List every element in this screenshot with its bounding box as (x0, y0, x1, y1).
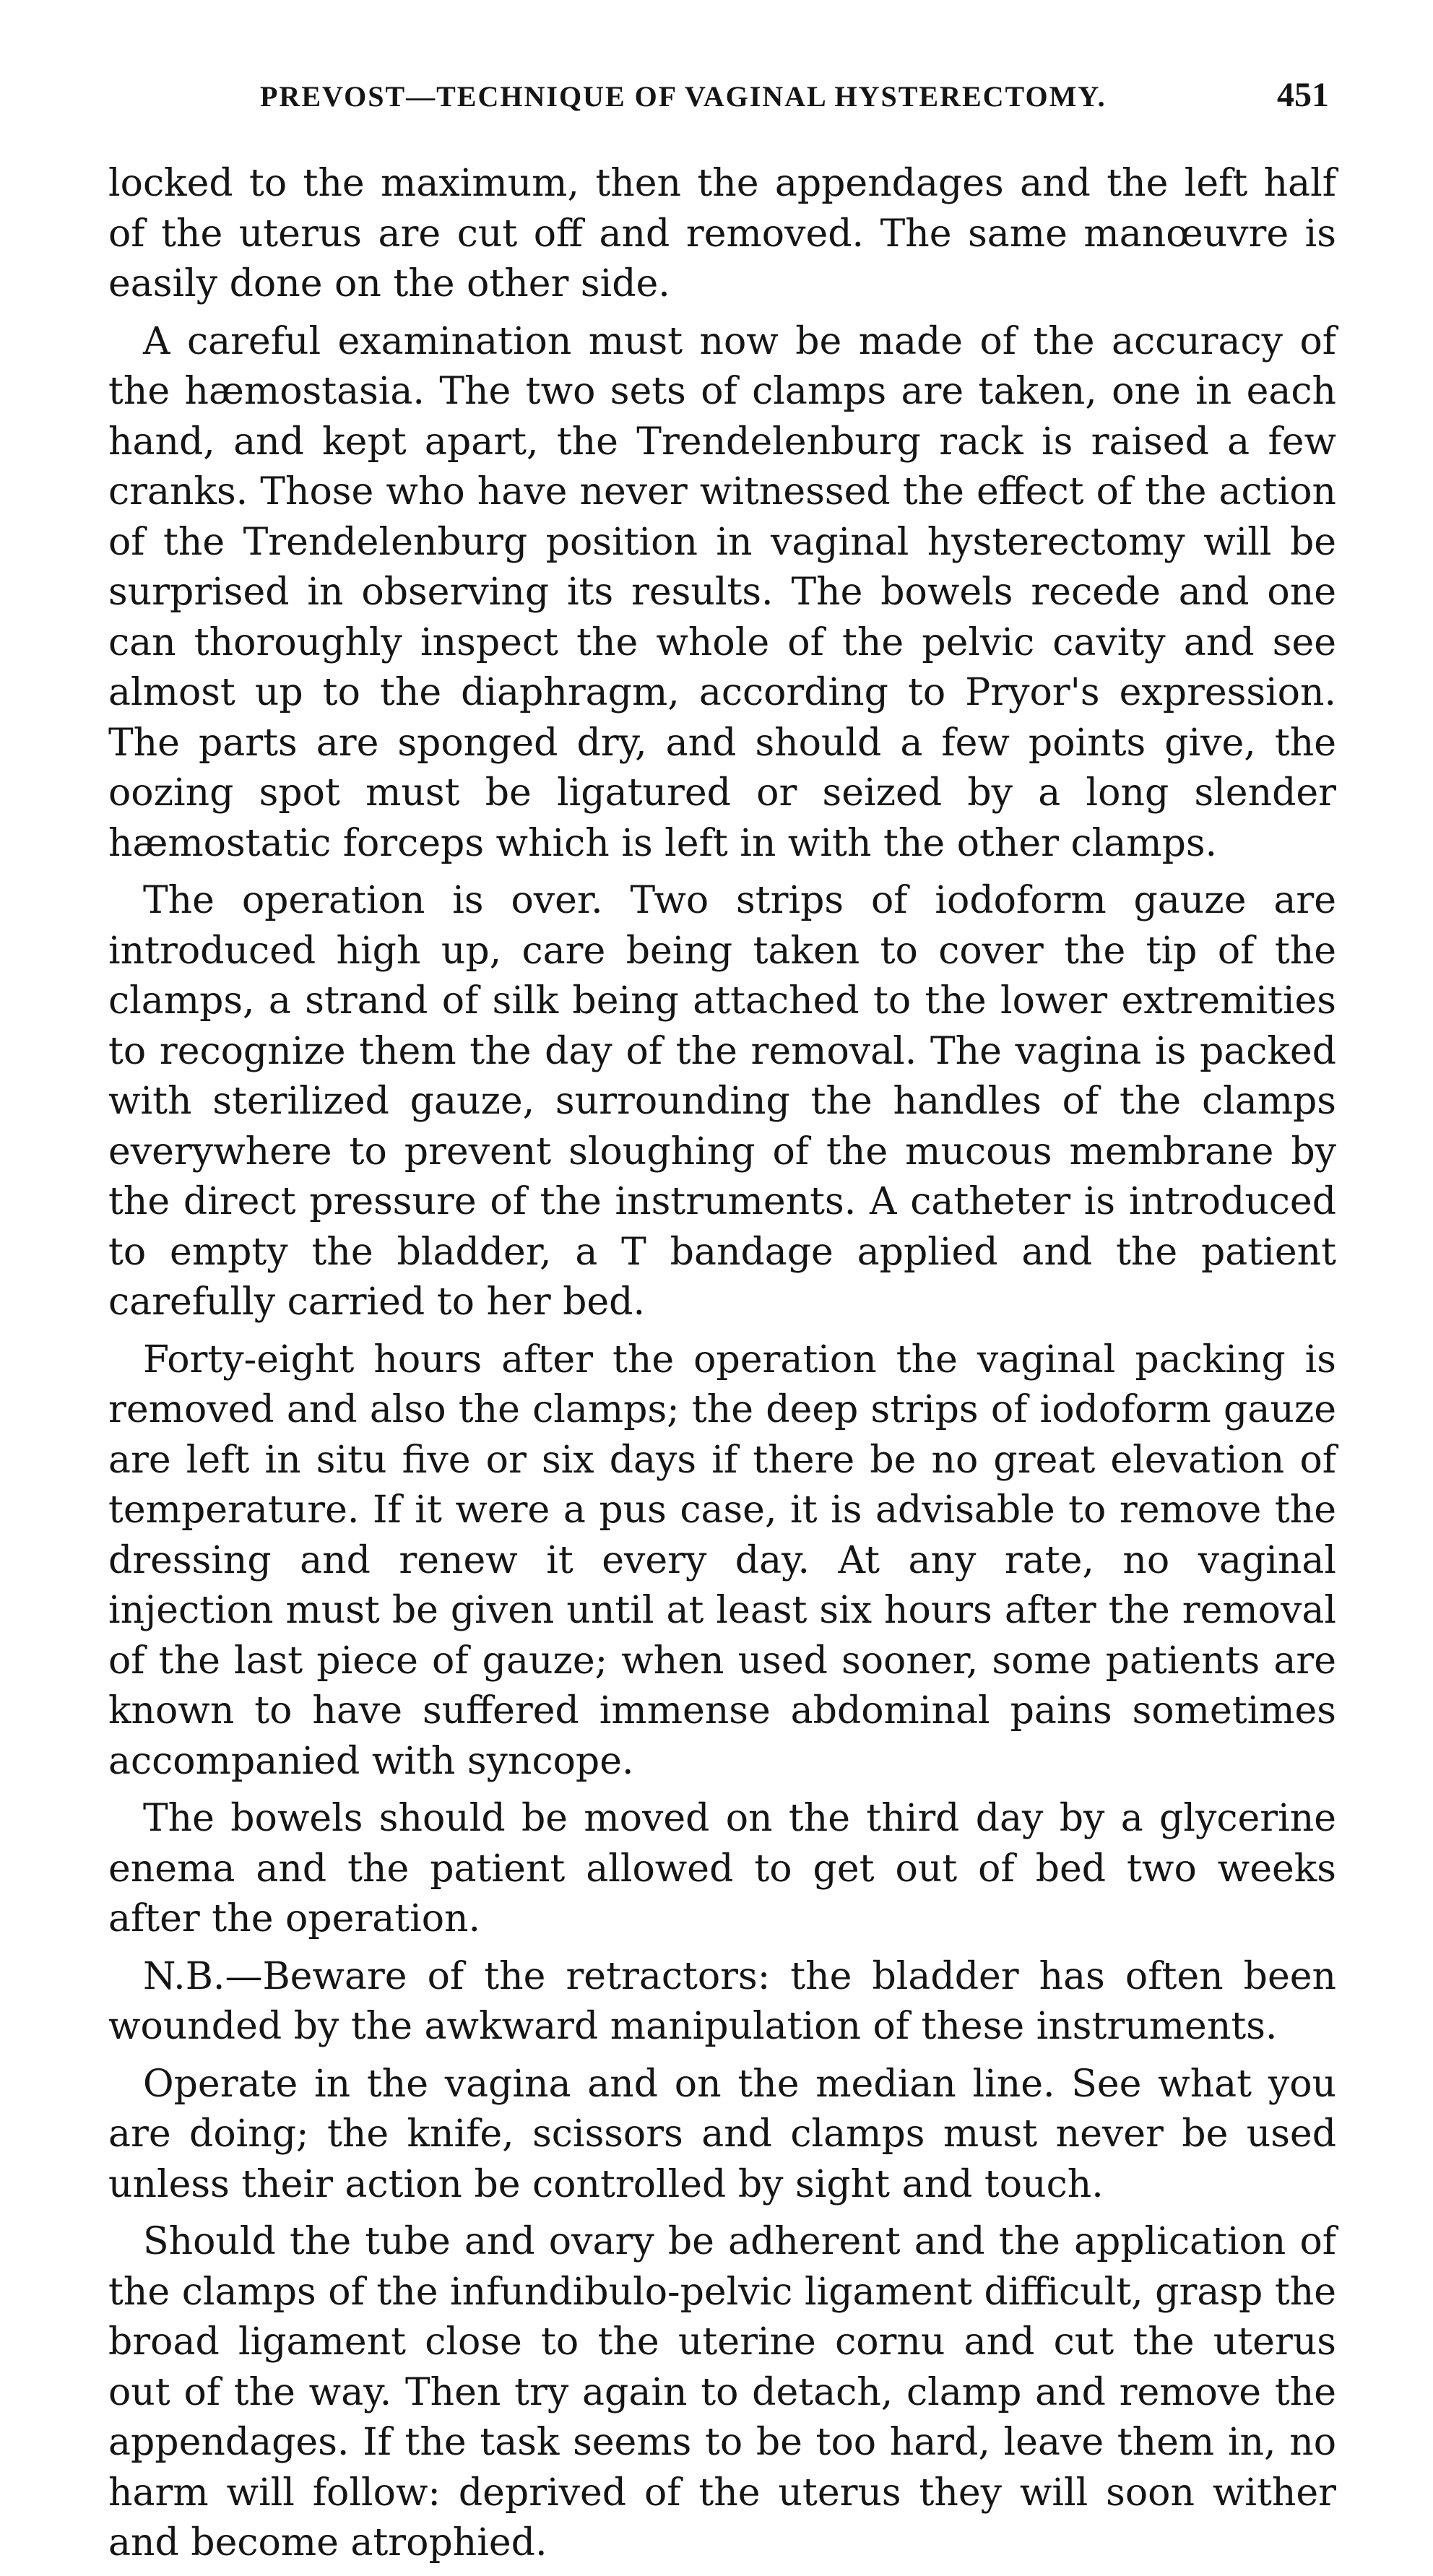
paragraph-operation-over: The operation is over. Two strips of iodoform gauze are introduced high up, care being taken to cover the tip of the clamps, a strand of silk being attached to the lower extremities to recognize them the day of the removal. The vagina is packed with sterilized gauze, surrounding the handles of the clamps everywhere to prevent sloughing of the mucous membrane by the direct pressure of the instruments. A catheter is introduced to empty the bladder, a T bandage applied and the patient carefully carried to her bed. (108, 879, 1336, 1324)
paragraph-operate-median-line: Operate in the vagina and on the median line. See what you are doing; the knife, scissors and clamps must never be used unless their action be controlled by sight and touch. (108, 2062, 1336, 2206)
running-head: PREVOST—TECHNIQUE OF VAGINAL HYSTERECTOMY. (260, 80, 1107, 113)
paragraph-forty-eight-hours: Forty-eight hours after the operation the vaginal packing is removed and also the clamps; the deep strips of iodoform gauze are left in situ five or six days if there be no great elevation of temperature. If it were a pus case, it is advisable to remove the dressing and renew it every day. At any rate, no vaginal injection must be given until at least six hours after the removal of the last piece of gauze; when used sooner, some patients are known to have suffered immense abdominal pains sometimes accompanied with syncope. (108, 1337, 1336, 1783)
paragraph-continued: locked to the maximum, then the appendages and the left half of the uterus are cut off and removed. The same manœuvre is easily done on the other side. (108, 162, 1336, 305)
book-page (108, 72, 1336, 2576)
paragraph-adherent-tube: Should the tube and ovary be adherent and the application of the clamps of the infundibulo-pelvic ligament difficult, grasp the broad ligament close to the uterine cornu and cut the uterus out of the way. Then try again to detach, clamp and remove the appendages. If the task seems to be too hard, leave them in, no harm will follow: deprived of the uterus they will soon wither and become atrophied. (108, 2220, 1336, 2564)
paragraph-nb-retractors: N.B.—Beware of the retractors: the bladder has often been wounded by the awkward manipulation of these instruments. (108, 1954, 1336, 2048)
paragraph-bowels: The bowels should be moved on the third day by a glycerine enema and the patient allowed to get out of bed two weeks after the operation. (108, 1797, 1336, 1940)
body-text (108, 159, 1336, 2569)
page-number: 451 (1277, 76, 1329, 114)
page-header (108, 72, 1336, 144)
paragraph-haemostasia: A careful examination must now be made of the accuracy of the hæmostasia. The two sets of clamps are taken, one in each hand, and kept apart, the Trendelenburg rack is raised a few cranks. Those who have never witnessed the effect of the action of the Trendelenburg position in vaginal hysterectomy will be surprised in observing its results. The bowels recede and one can thoroughly inspect the whole of the pelvic cavity and see almost up to the diaphragm, according to Pryor's expression. The parts are sponged dry, and should a few points give, the oozing spot must be ligatured or seized by a long slender hæmostatic forceps which is left in with the other clamps. (108, 319, 1336, 865)
